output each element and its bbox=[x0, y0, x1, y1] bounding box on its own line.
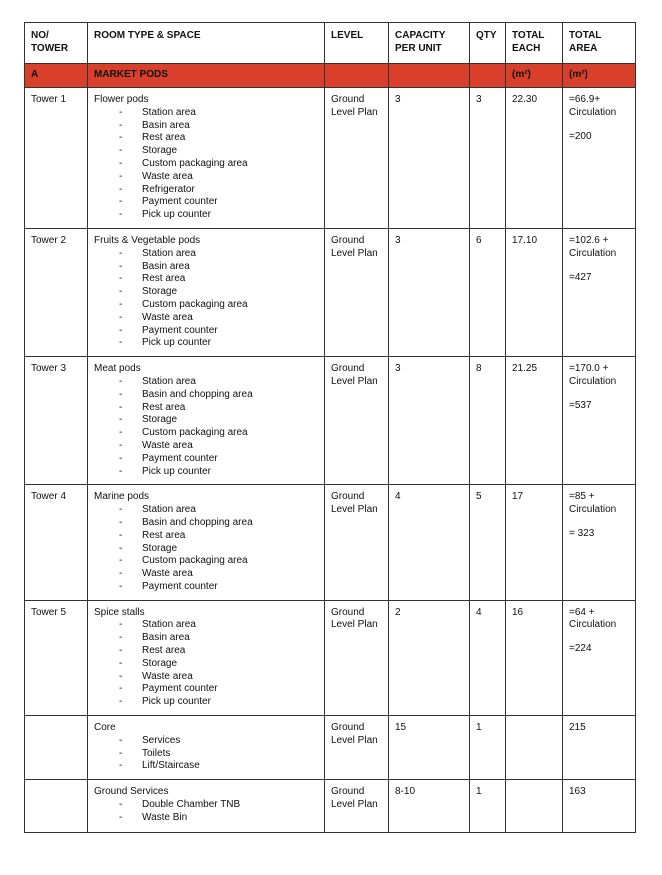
space-item: - Basin area bbox=[94, 261, 319, 274]
table-row bbox=[25, 485, 636, 600]
tower-cell: Tower 1 bbox=[25, 88, 88, 229]
space-item: - Payment counter bbox=[94, 325, 319, 338]
total-area-cell bbox=[563, 600, 636, 715]
room-name: Flower pods bbox=[94, 94, 149, 105]
area-total: =224 bbox=[569, 643, 592, 655]
total-each-cell: 16 bbox=[506, 600, 563, 715]
capacity-cell: 4 bbox=[389, 485, 470, 600]
space-item: - Double Chamber TNB bbox=[94, 799, 319, 812]
total-area-cell bbox=[563, 780, 636, 833]
total-area-cell bbox=[563, 485, 636, 600]
space-item: - Pick up counter bbox=[94, 337, 319, 350]
space-item: - Toilets bbox=[94, 748, 319, 761]
space-item: - Pick up counter bbox=[94, 696, 319, 709]
space-item: - Rest area bbox=[94, 645, 319, 658]
space-list bbox=[94, 504, 319, 594]
level-cell: Ground Level Plan bbox=[325, 485, 389, 600]
section-unit-area: (m²) bbox=[563, 64, 636, 88]
total-area-cell bbox=[563, 716, 636, 780]
section-no: A bbox=[25, 64, 88, 88]
space-item: - Basin area bbox=[94, 632, 319, 645]
total-each-cell: 21.25 bbox=[506, 357, 563, 485]
header-total-each: TOTAL EACH bbox=[506, 23, 563, 64]
total-each-cell: 22.30 bbox=[506, 88, 563, 229]
capacity-cell: 3 bbox=[389, 357, 470, 485]
space-item: - Waste area bbox=[94, 171, 319, 184]
tower-cell bbox=[25, 716, 88, 780]
space-item: - Basin area bbox=[94, 120, 319, 133]
section-unit-each: (m²) bbox=[506, 64, 563, 88]
space-item: - Rest area bbox=[94, 530, 319, 543]
header-qty: QTY bbox=[470, 23, 506, 64]
area-calculation: 163 bbox=[569, 786, 586, 798]
area-calculation: =170.0 + Circulation bbox=[569, 363, 617, 387]
level-cell: Ground Level Plan bbox=[325, 88, 389, 229]
section-empty-cell bbox=[389, 64, 470, 88]
room-cell bbox=[88, 600, 325, 715]
room-name: Core bbox=[94, 722, 116, 734]
room-name: Fruits & Vegetable pods bbox=[94, 234, 201, 246]
space-item: - Station area bbox=[94, 504, 319, 517]
room-cell bbox=[88, 780, 325, 833]
room-name: Spice stalls bbox=[94, 606, 145, 618]
table-row bbox=[25, 716, 636, 780]
space-item: - Station area bbox=[94, 107, 319, 120]
space-item: - Waste area bbox=[94, 568, 319, 581]
space-item: - Station area bbox=[94, 619, 319, 632]
level-cell: Ground Level Plan bbox=[325, 600, 389, 715]
header-room-type: ROOM TYPE & SPACE bbox=[88, 23, 325, 64]
room-cell bbox=[88, 716, 325, 780]
space-item: - Custom packaging area bbox=[94, 427, 319, 440]
space-item: - Storage bbox=[94, 658, 319, 671]
area-calculation: =102.6 + Circulation bbox=[569, 234, 617, 259]
header-capacity: CAPACITY PER UNIT bbox=[389, 23, 470, 64]
space-item: - Waste Bin bbox=[94, 812, 319, 825]
space-item: - Rest area bbox=[94, 273, 319, 286]
space-item: - Payment counter bbox=[94, 453, 319, 466]
table-row bbox=[25, 357, 636, 485]
total-area-cell bbox=[563, 357, 636, 485]
area-total: = 323 bbox=[569, 527, 595, 539]
space-list bbox=[94, 376, 319, 478]
area-calculation: =64 + Circulation bbox=[569, 606, 617, 631]
tower-cell: Tower 5 bbox=[25, 600, 88, 715]
capacity-cell: 3 bbox=[389, 88, 470, 229]
area-total: =200 bbox=[569, 130, 592, 142]
space-list bbox=[94, 799, 319, 825]
room-name: Ground Services bbox=[94, 786, 169, 798]
qty-cell: 1 bbox=[470, 780, 506, 833]
space-item: - Services bbox=[94, 735, 319, 748]
space-item: - Custom packaging area bbox=[94, 158, 319, 171]
space-item: - Pick up counter bbox=[94, 209, 319, 222]
space-list bbox=[94, 619, 319, 709]
total-area-cell bbox=[563, 228, 636, 356]
space-list bbox=[94, 735, 319, 773]
space-item: - Station area bbox=[94, 248, 319, 261]
qty-cell: 4 bbox=[470, 600, 506, 715]
room-cell bbox=[88, 485, 325, 600]
section-title: MARKET PODS bbox=[88, 64, 325, 88]
room-cell bbox=[88, 88, 325, 229]
level-cell: Ground Level Plan bbox=[325, 780, 389, 833]
space-item: - Payment counter bbox=[94, 683, 319, 696]
space-list bbox=[94, 248, 319, 350]
section-empty-cell bbox=[325, 64, 389, 88]
room-name: Meat pods bbox=[94, 363, 141, 375]
total-area-cell bbox=[563, 88, 636, 229]
qty-cell: 5 bbox=[470, 485, 506, 600]
header-no-tower: NO/ TOWER bbox=[25, 23, 88, 64]
space-item: - Waste area bbox=[94, 671, 319, 684]
tower-cell: Tower 3 bbox=[25, 357, 88, 485]
space-list bbox=[94, 107, 319, 222]
total-each-cell: 17 bbox=[506, 485, 563, 600]
space-item: - Station area bbox=[94, 376, 319, 389]
capacity-cell: 3 bbox=[389, 228, 470, 356]
capacity-cell: 15 bbox=[389, 716, 470, 780]
level-cell: Ground Level Plan bbox=[325, 716, 389, 780]
qty-cell: 6 bbox=[470, 228, 506, 356]
qty-cell: 3 bbox=[470, 88, 506, 229]
section-row bbox=[25, 64, 636, 88]
space-item: - Rest area bbox=[94, 132, 319, 145]
capacity-cell: 2 bbox=[389, 600, 470, 715]
space-item: - Lift/Staircase bbox=[94, 760, 319, 773]
level-cell: Ground Level Plan bbox=[325, 357, 389, 485]
table-row bbox=[25, 88, 636, 229]
space-item: - Refrigerator bbox=[94, 184, 319, 197]
space-schedule-table bbox=[24, 22, 636, 833]
space-item: - Custom packaging area bbox=[94, 299, 319, 312]
header-level: LEVEL bbox=[325, 23, 389, 64]
table-row bbox=[25, 228, 636, 356]
header-row bbox=[25, 23, 636, 64]
qty-cell: 1 bbox=[470, 716, 506, 780]
area-calculation: =85 + Circulation bbox=[569, 491, 617, 516]
space-item: - Storage bbox=[94, 543, 319, 556]
space-item: - Basin and chopping area bbox=[94, 517, 319, 530]
level-cell: Ground Level Plan bbox=[325, 228, 389, 356]
room-cell bbox=[88, 357, 325, 485]
space-item: - Storage bbox=[94, 414, 319, 427]
tower-cell: Tower 4 bbox=[25, 485, 88, 600]
space-item: - Basin and chopping area bbox=[94, 389, 319, 402]
area-calculation: 215 bbox=[569, 722, 586, 734]
capacity-cell: 8-10 bbox=[389, 780, 470, 833]
table-row bbox=[25, 780, 636, 833]
space-item: - Waste area bbox=[94, 440, 319, 453]
table-row bbox=[25, 600, 636, 715]
space-item: - Pick up counter bbox=[94, 466, 319, 479]
total-each-cell bbox=[506, 716, 563, 780]
room-cell bbox=[88, 228, 325, 356]
space-item: - Rest area bbox=[94, 402, 319, 415]
area-calculation: =66.9+ Circulation bbox=[569, 94, 617, 118]
room-name: Marine pods bbox=[94, 491, 150, 503]
header-total-area: TOTAL AREA bbox=[563, 23, 636, 64]
space-item: - Payment counter bbox=[94, 581, 319, 594]
space-item: - Storage bbox=[94, 145, 319, 158]
tower-cell bbox=[25, 780, 88, 833]
tower-cell: Tower 2 bbox=[25, 228, 88, 356]
total-each-cell bbox=[506, 780, 563, 833]
section-empty-cell bbox=[470, 64, 506, 88]
space-item: - Waste area bbox=[94, 312, 319, 325]
qty-cell: 8 bbox=[470, 357, 506, 485]
space-item: - Storage bbox=[94, 286, 319, 299]
space-item: - Payment counter bbox=[94, 196, 319, 209]
area-total: =537 bbox=[569, 399, 592, 411]
total-each-cell: 17.10 bbox=[506, 228, 563, 356]
area-total: =427 bbox=[569, 271, 592, 283]
space-item: - Custom packaging area bbox=[94, 555, 319, 568]
